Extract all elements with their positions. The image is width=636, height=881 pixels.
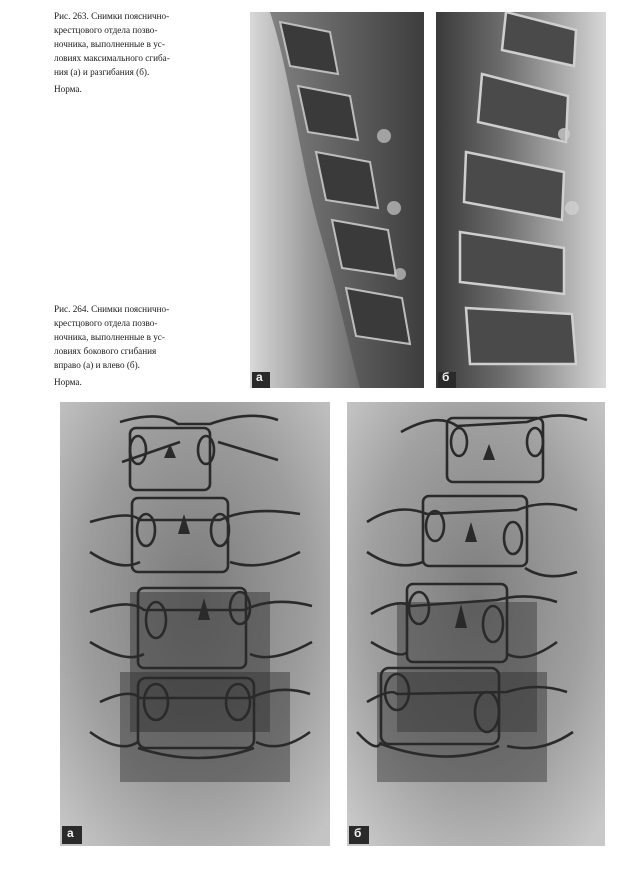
caption-line: ния (а) и разгибания (б). bbox=[54, 67, 150, 77]
caption-line: ночника, выполненные в ус- bbox=[54, 332, 165, 342]
xray-264-a bbox=[60, 402, 330, 846]
caption-line: крестцового отдела позво- bbox=[54, 25, 158, 35]
xray-263-b bbox=[436, 12, 606, 388]
figure-263-caption bbox=[54, 9, 194, 96]
caption-line: ловиях бокового сгибания bbox=[54, 346, 157, 356]
caption-line: Рис. 264. Снимки пояснично- bbox=[54, 304, 170, 314]
panel-label-a: а bbox=[67, 826, 74, 840]
figure-264-caption bbox=[54, 302, 194, 389]
panel-label-a: а bbox=[256, 370, 263, 384]
caption-note: Норма. bbox=[54, 84, 82, 94]
caption-line: крестцового отдела позво- bbox=[54, 318, 158, 328]
caption-line: ловиях максимального сгиба- bbox=[54, 53, 170, 63]
caption-line: ночника, выполненные в ус- bbox=[54, 39, 165, 49]
panel-label-b: б bbox=[354, 826, 362, 840]
panel-label-b: б bbox=[442, 370, 450, 384]
xray-264-b bbox=[347, 402, 605, 846]
caption-line: вправо (а) и влево (б). bbox=[54, 360, 140, 370]
xray-263-a bbox=[250, 12, 424, 388]
caption-line: Рис. 263. Снимки пояснично- bbox=[54, 11, 170, 21]
caption-note: Норма. bbox=[54, 377, 82, 387]
